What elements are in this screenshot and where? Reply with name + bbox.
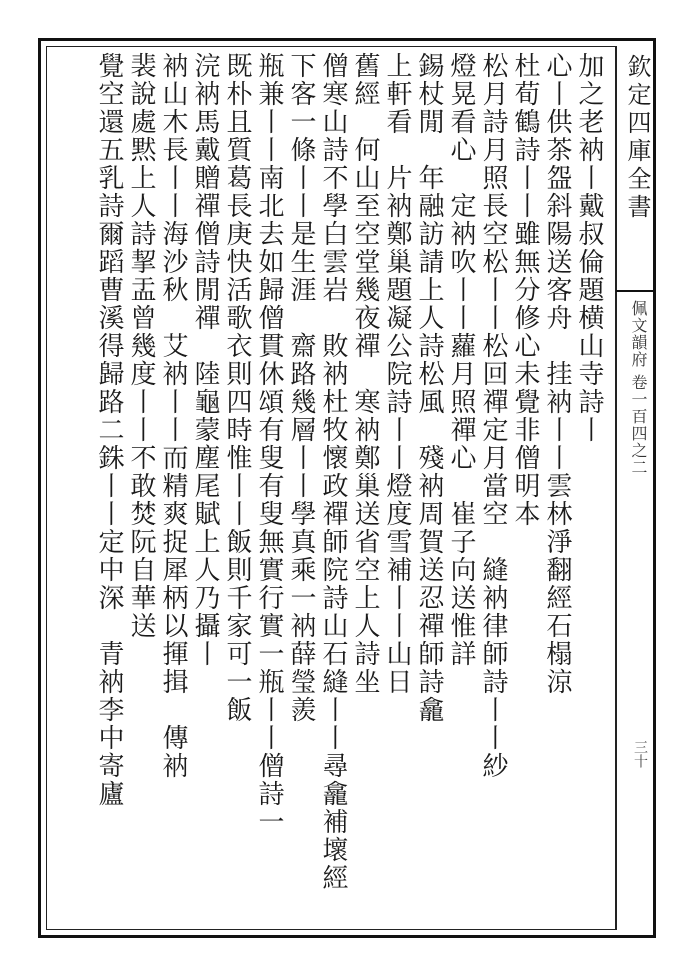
text-column-10: 下客一條丨丨是生涯 齋路幾層丨丨學真乘一衲薛瑩羨 <box>286 52 316 724</box>
text-column-4: 松月詩月照長空松丨丨松回禪定月當空 縫衲律師詩丨丨紗 <box>478 52 508 780</box>
text-column-15: 裴說處黙上人詩挈盂曾幾度丨丨不敢焚阮自華送 <box>126 52 156 640</box>
text-column-8: 舊經 何山至空堂幾夜禪 寒衲鄭巢送省空上人詩坐 <box>350 52 380 696</box>
text-column-7: 上軒看 片衲鄭巢題凝公院詩丨丨燈度雪補丨丨山日 <box>382 52 412 696</box>
text-column-13: 浣衲馬戴贈禪僧詩閒禪 陸龜蒙塵尾賦上人乃攝丨 <box>190 52 220 668</box>
library-title: 欽定四庫全書 <box>623 54 651 222</box>
text-column-14: 衲山木長丨丨海沙秋 艾衲丨丨而精爽捉犀柄以揮揖 傳衲 <box>158 52 188 780</box>
text-column-1: 加之老衲丨戴叔倫題横山寺詩丨 <box>574 52 604 444</box>
volume-subtitle: 佩文韻府 卷一百四之二 <box>629 300 648 477</box>
text-column-5: 燈晃看心 定衲吹丨丨蘿月照禪心 崔子向送惟詳 <box>446 52 476 668</box>
margin-divider <box>616 290 656 292</box>
text-column-6: 錫杖閒 年融訪請上人詩松風 殘衲周賀送忍禪師詩龕 <box>414 52 444 724</box>
text-column-11: 瓶兼丨丨南北去如歸僧貫休頌有叟有叟無實行實一瓶丨丨僧詩一 <box>254 52 284 836</box>
text-column-2: 心丨供茶盌斜陽送客舟 挂衲丨丨雲林淨翻經石榻涼 <box>542 52 572 696</box>
text-column-12: 既朴且質葛長庚快活歌衣則四時惟丨丨飯則千家可一飯 <box>222 52 252 724</box>
text-column-9: 僧寒山詩不學白雲岩 敗衲杜牧懷政禪師院詩山石縫丨丨尋龕補壞經 <box>318 52 348 892</box>
text-column-16: 覺空還五乳詩爾蹈曹溪得歸路二銖丨丨定中深 青衲李中寄廬 <box>94 52 124 808</box>
folio-number: 三十 <box>632 740 648 768</box>
text-column-3: 杜荀鶴詩丨丨雖無分修心未覺非僧明本 <box>510 52 540 528</box>
